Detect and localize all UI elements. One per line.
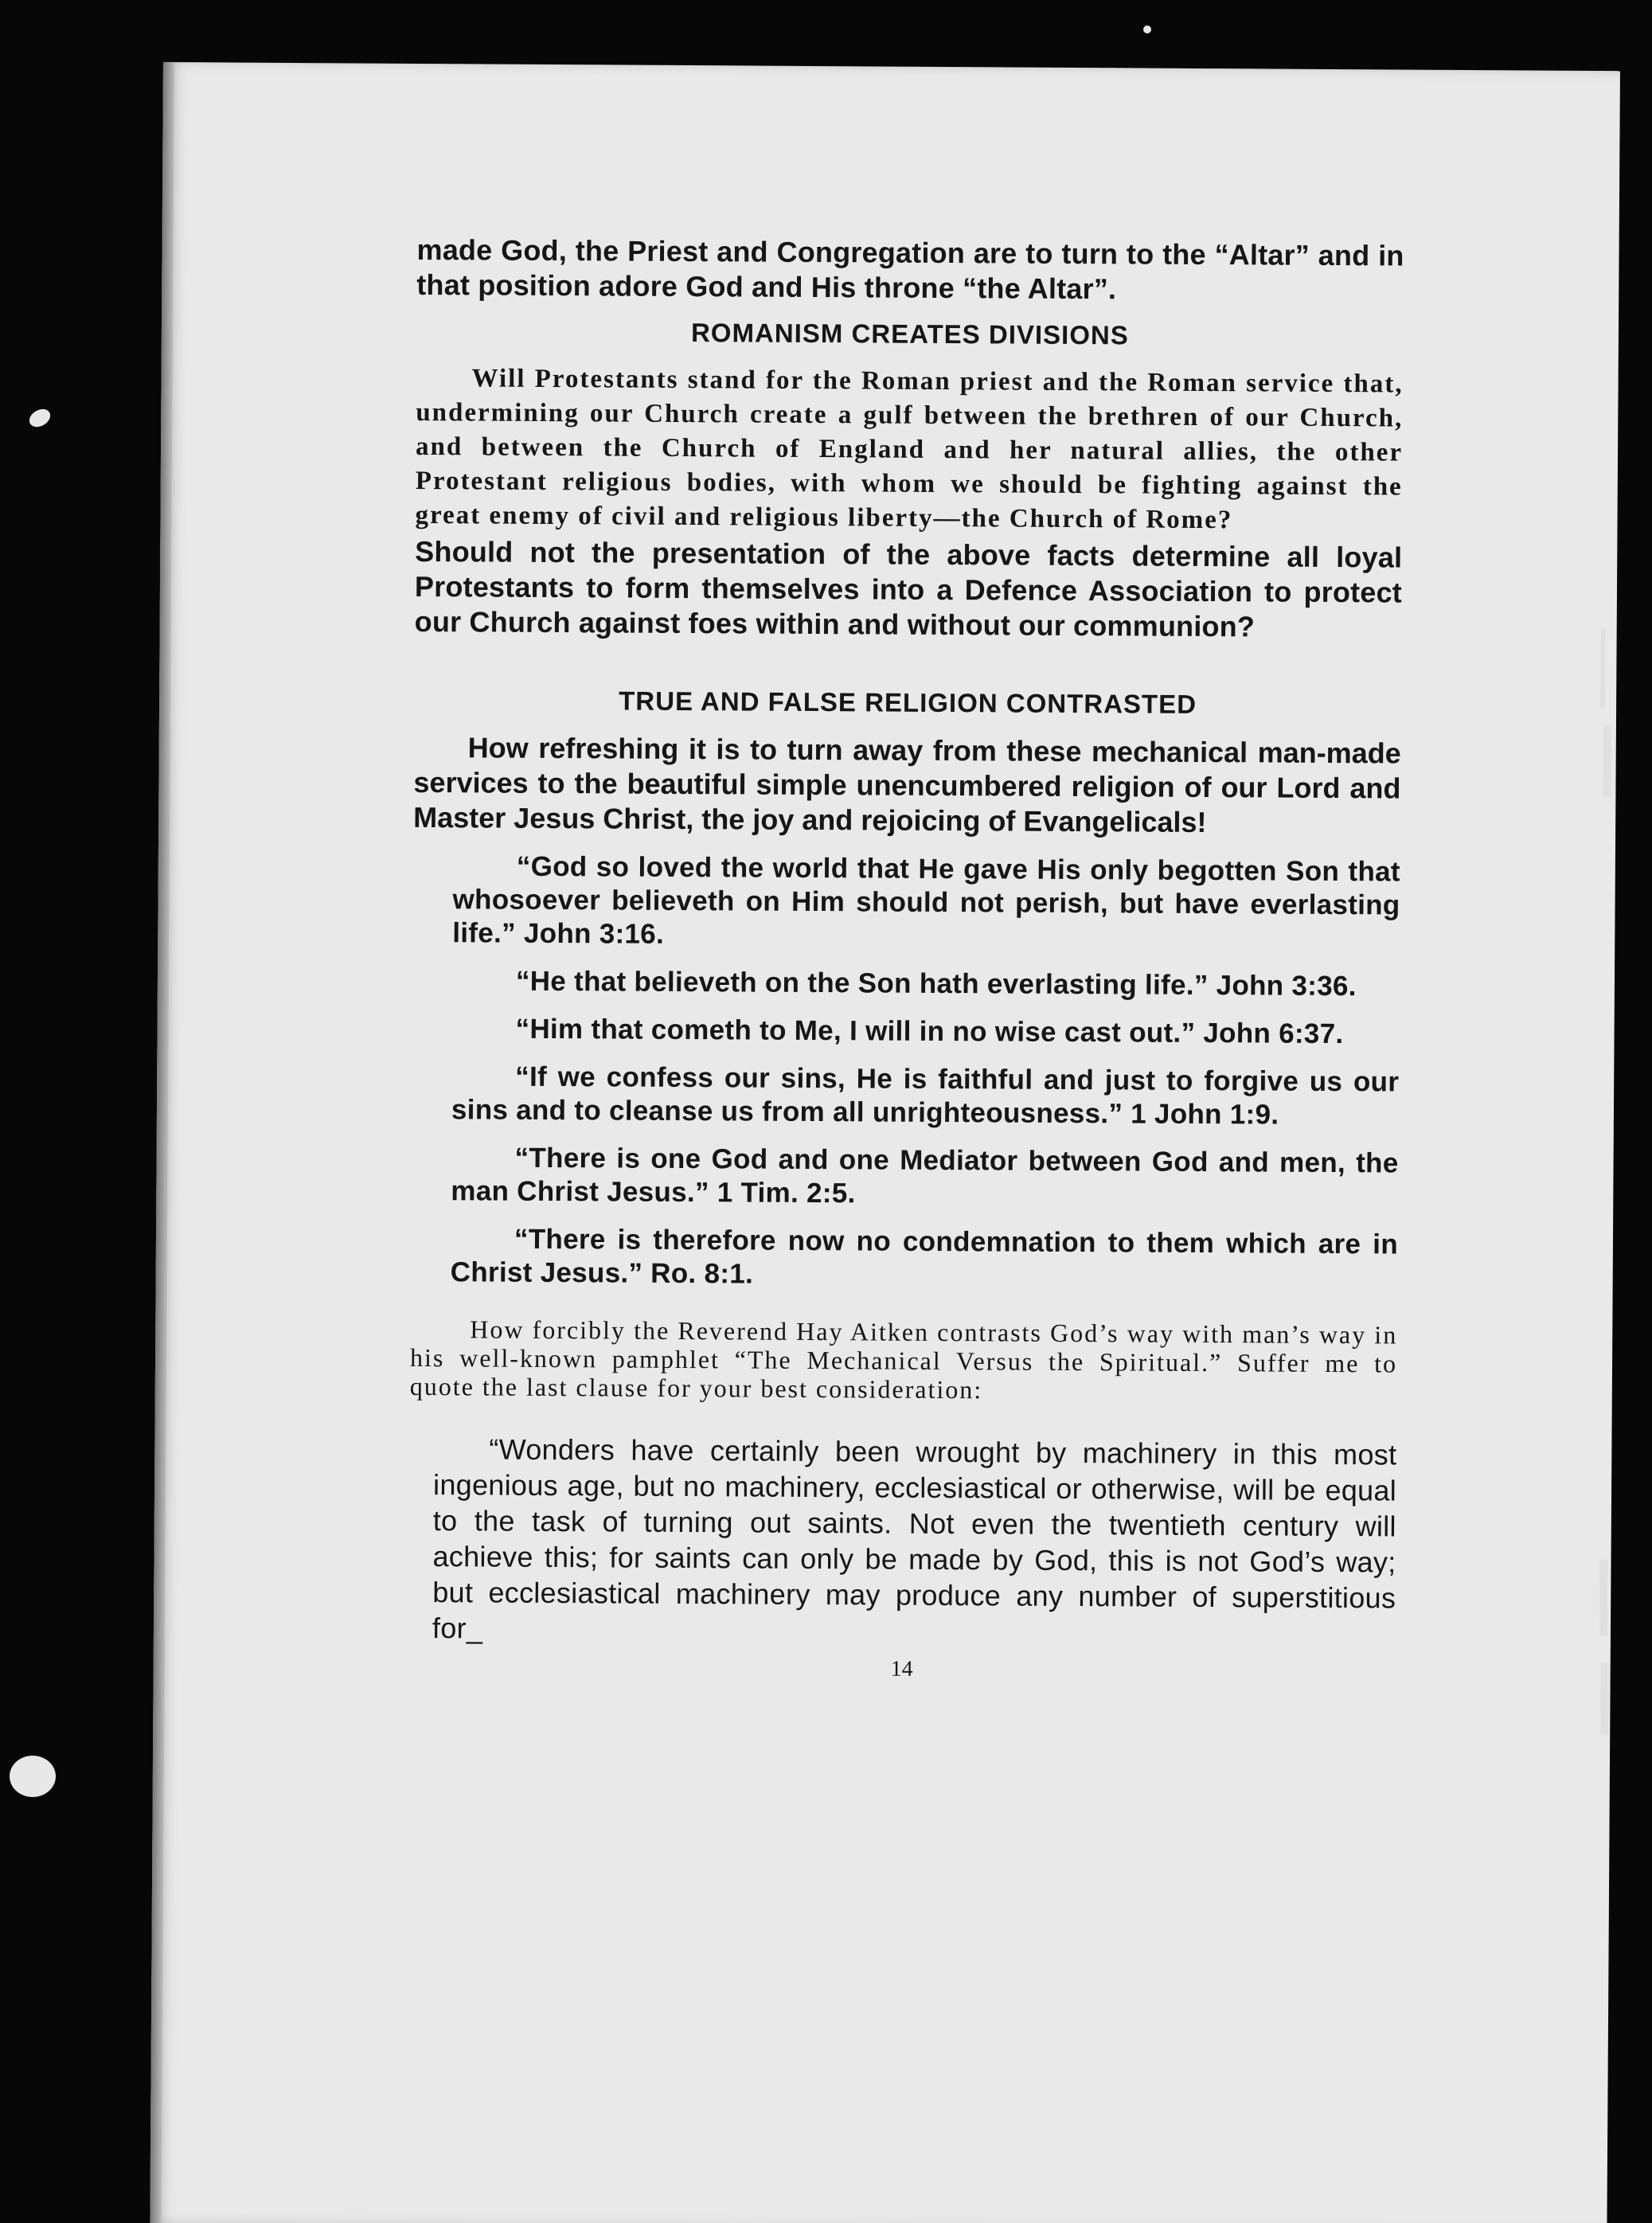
document-page — [150, 62, 1620, 2223]
scripture-quote: “Him that cometh to Me, I will in no wise cast out.” John 6:37. — [515, 1013, 1344, 1050]
page-number: 14 — [890, 1656, 913, 1682]
scripture-quote: “God so loved the world that He gave His only begotten Son that whosoever believeth on Him should not perish, but have everlasting life.” John 3:16. — [452, 850, 1400, 950]
scan-dot-top — [1143, 25, 1151, 33]
aitken-quote: “Wonders have certainly been wrought by machinery in this most ingenious age, but no machinery, ecclesiastical or otherwise, will be equal to the task of turning out saints. Not even the twentieth century will achieve this; for saints can only be made by God, this is not God’s way; but ecclesiastical machinery may produce any number of superstitious for_ — [432, 1432, 1397, 1645]
margin-mark-3 — [1599, 1560, 1608, 1636]
scan-blot-left-top — [26, 405, 53, 430]
true-religion-intro: How refreshing it is to turn away from these mechanical man-made services to the beautiful simple unencumbered religion of our Lord and Master Jesus Christ, the joy and rejoicing of Evangelicals! — [413, 731, 1401, 839]
page-content — [408, 232, 1404, 1686]
scan-blot-left-middle — [10, 1756, 56, 1797]
margin-mark-1 — [1600, 628, 1606, 708]
section-heading-romanism: ROMANISM CREATES DIVISIONS — [690, 318, 1129, 350]
scripture-quote: “There is therefore now no condemnation to them which are in Christ Jesus.” Ro. 8:1. — [450, 1223, 1399, 1290]
intro-paragraph: made God, the Priest and Congregation are to turn to the “Altar” and in that position adore God and His throne “the Altar”. — [416, 232, 1404, 306]
margin-mark-4 — [1600, 1663, 1609, 1735]
page-edge-shadow — [150, 62, 174, 2223]
scripture-quote: “If we confess our sins, He is faithful and just to forgive us our sins and to cleanse us from all unrighteousness.” 1 John 1:9. — [451, 1061, 1400, 1131]
section-heading-true-false-religion: TRUE AND FALSE RELIGION CONTRASTED — [619, 686, 1197, 719]
scripture-quote: “There is one God and one Mediator between God and men, the man Christ Jesus.” 1 Tim. 2:5. — [451, 1142, 1399, 1209]
section-gap — [414, 639, 1401, 678]
aitken-paragraph: How forcibly the Reverend Hay Aitken contrasts God’s way with man’s way in his well-known pamphlet “The Mechanical Versus the Spiritual.” Suffer me to quote the last clause for your best consideration: — [409, 1315, 1398, 1405]
defence-association-paragraph: Should not the presentation of the above facts determine all loyal Protestants to form themselves into a Defence Association to protect our Church against foes within and without our communion? — [414, 534, 1403, 643]
scripture-quote: “He that believeth on the Son hath everlasting life.” John 3:36. — [515, 965, 1357, 1002]
romanism-paragraph: Will Protestants stand for the Roman priest and the Roman service that, undermining our Church create a gulf between the brethren of our Church, and between the Church of England and her natural allies, the other Protestant religious bodies, with whom we should be fighting against the great enemy of civil and religious liberty—the Church of Rome? — [415, 364, 1404, 535]
margin-mark-2 — [1603, 725, 1611, 797]
